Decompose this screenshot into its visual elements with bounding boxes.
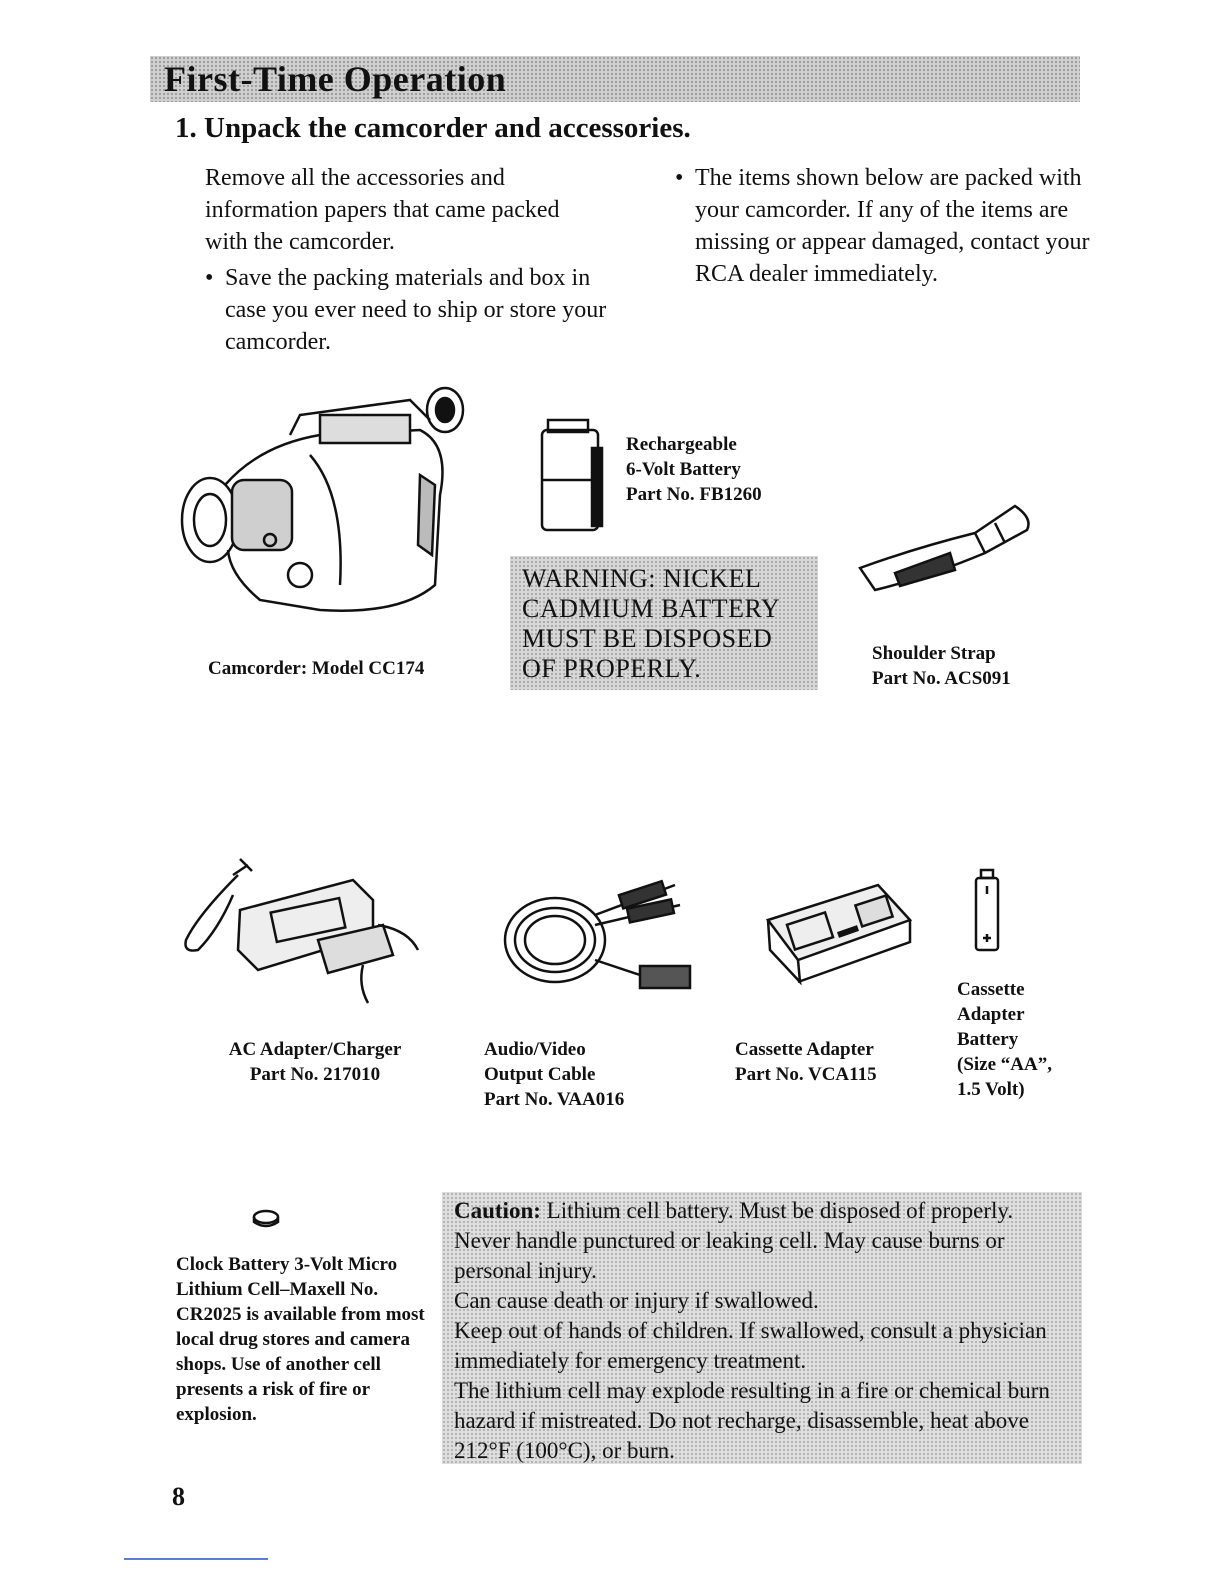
page-number: 8: [172, 1482, 185, 1511]
caution-line-5: The lithium cell may explode resulting in a fire or chemical burn hazard if mistreated. Do not recharge, disassemble, heat above 212°F (100°C), or burn.: [454, 1378, 1050, 1463]
ac-adapter-part-number: Part No. 217010: [249, 1064, 381, 1085]
warning-line-2: CADMIUM BATTERY: [522, 594, 781, 623]
aa-battery-line-2: Adapter: [957, 1004, 1025, 1025]
aa-battery-icon: [972, 868, 1002, 958]
camcorder-label: Camcorder: Model CC174: [208, 658, 425, 679]
aa-battery-label: [957, 977, 1052, 1102]
coin-cell-icon: [252, 1208, 280, 1230]
av-cable-label: [484, 1037, 624, 1112]
ac-adapter-label: [208, 1037, 422, 1087]
cassette-adapter-line-1: Cassette Adapter: [735, 1039, 874, 1060]
battery-pack-icon: [538, 418, 608, 534]
section-banner: [150, 56, 1080, 102]
cassette-adapter-icon: [758, 880, 918, 985]
caution-line-4: Keep out of hands of children. If swallowed, consult a physician immediately for emergency treatment.: [454, 1318, 1047, 1373]
intro-bullet-items: • The items shown below are packed with your camcorder. If any of the items are missing or appear damaged, contact your RCA dealer immediately.: [675, 162, 1090, 290]
intro-left: [205, 162, 625, 358]
av-cable-line-2: Output Cable: [484, 1064, 596, 1085]
aa-battery-line-4: (Size “AA”,: [957, 1054, 1052, 1075]
strap-label: [872, 641, 1011, 691]
caution-label: Caution:: [454, 1198, 541, 1223]
warning-line-3: MUST BE DISPOSED: [522, 624, 773, 653]
warning-line-1: WARNING: NICKEL: [522, 564, 762, 593]
av-cable-icon: [500, 870, 710, 995]
strap-line-1: Shoulder Strap: [872, 643, 996, 664]
strap-part-number: Part No. ACS091: [872, 668, 1011, 689]
intro-bullet-packing: • Save the packing materials and box in case you ever need to ship or store your camcorder.: [205, 262, 620, 358]
footer-rule: [124, 1558, 268, 1560]
av-cable-part-number: Part No. VAA016: [484, 1089, 625, 1110]
warning-line-4: OF PROPERLY.: [522, 654, 702, 683]
warning-box: [510, 556, 818, 690]
av-cable-line-1: Audio/Video: [484, 1039, 586, 1060]
battery-line-2: 6-Volt Battery: [626, 459, 741, 480]
battery-label: [626, 432, 762, 507]
clock-battery-text: Clock Battery 3-Volt Micro Lithium Cell–Maxell No. CR2025 is available from most local drug stores and camera shops. Use of another cell presents a risk of fire or explosion.: [176, 1254, 425, 1425]
caution-line-1: Caution: Lithium cell battery. Must be disposed of properly.: [454, 1198, 1014, 1223]
aa-battery-line-3: Battery: [957, 1029, 1019, 1050]
aa-battery-line-1: Cassette: [957, 979, 1025, 1000]
caution-line-3: Can cause death or injury if swallowed.: [454, 1288, 819, 1313]
shoulder-strap-icon: [855, 498, 1035, 598]
section-title: First-Time Operation: [164, 59, 507, 99]
cassette-adapter-label: [735, 1037, 877, 1087]
caution-line-2: Never handle punctured or leaking cell. May cause burns or personal injury.: [454, 1228, 1005, 1283]
cassette-adapter-part-number: Part No. VCA115: [735, 1064, 877, 1085]
battery-part-number: Part No. FB1260: [626, 484, 762, 505]
ac-adapter-icon: [178, 855, 423, 1005]
battery-line-1: Rechargeable: [626, 434, 737, 455]
aa-battery-line-5: 1.5 Volt): [957, 1079, 1025, 1100]
ac-adapter-line-1: AC Adapter/Charger: [228, 1039, 402, 1060]
intro-paragraph: Remove all the accessories and information papers that came packed with the camcorder.: [205, 165, 560, 255]
camcorder-icon: [170, 385, 470, 625]
caution-box: [442, 1192, 1082, 1464]
step-heading: 1. Unpack the camcorder and accessories.: [175, 112, 691, 144]
